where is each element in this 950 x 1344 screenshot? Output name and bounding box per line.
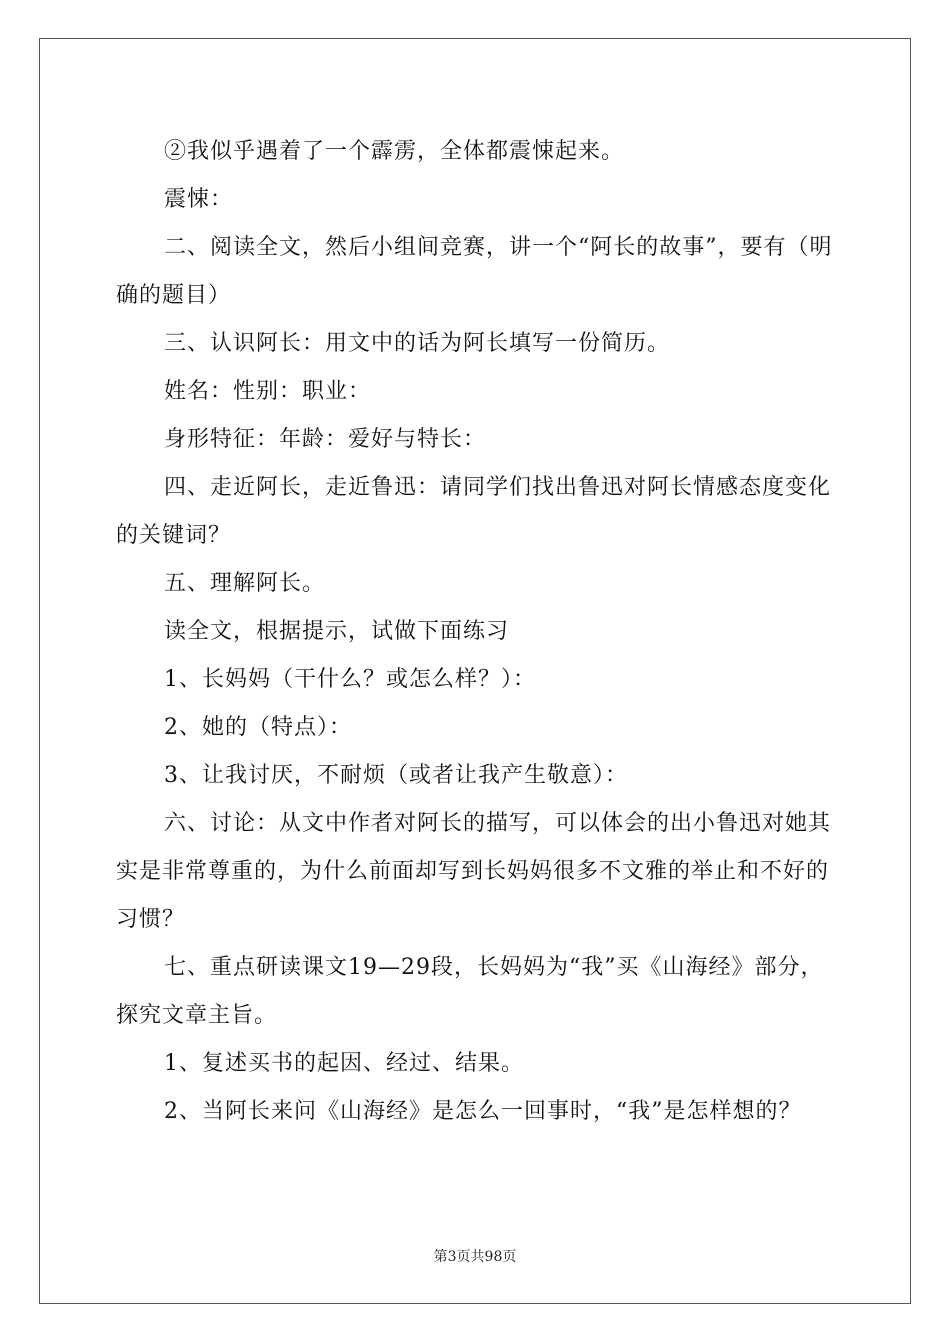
paragraph: 2、她的（特点）： <box>164 715 352 740</box>
paragraph: 读全文，根据提示，试做下面练习 <box>164 619 510 644</box>
total-pages-label: 共98页 <box>470 1249 517 1265</box>
page-footer <box>0 1247 950 1267</box>
paragraph: 五、理解阿长。 <box>164 571 326 596</box>
paragraph: 四、走近阿长，走近鲁迅：请同学们找出鲁迅对阿长情感态度变化的关键词？ <box>116 475 832 548</box>
paragraph: 身形特征：年龄：爱好与特长： <box>164 427 487 452</box>
paragraph: 1、长妈妈（干什么？或怎么样？）： <box>164 667 536 692</box>
paragraph: 姓名：性别：职业： <box>164 379 372 404</box>
paragraph: 七、重点研读课文19—29段，长妈妈为“我”买《山海经》部分，探究文章主旨。 <box>116 955 824 1028</box>
paragraph: ②我似乎遇着了一个霹雳，全体都震悚起来。 <box>164 139 625 164</box>
paragraph: 3、让我讨厌，不耐烦（或者让我产生敬意）： <box>164 763 628 788</box>
paragraph: 震悚： <box>164 187 234 212</box>
document-body <box>116 128 834 1136</box>
paragraph: 1、复述买书的起因、经过、结果。 <box>164 1051 524 1076</box>
paragraph: 2、当阿长来问《山海经》是怎么一回事时，“我”是怎样想的？ <box>164 1099 802 1124</box>
paragraph: 三、认识阿长：用文中的话为阿长填写一份简历。 <box>164 331 671 356</box>
paragraph: 二、阅读全文，然后小组间竞赛，讲一个“阿长的故事”，要有（明确的题目） <box>116 235 833 308</box>
current-page-label: 第3页 <box>433 1249 471 1265</box>
paragraph: 六、讨论：从文中作者对阿长的描写，可以体会的出小鲁迅对她其实是非常尊重的，为什么前面却写到长妈妈很多不文雅的举止和不好的习惯？ <box>116 811 832 932</box>
